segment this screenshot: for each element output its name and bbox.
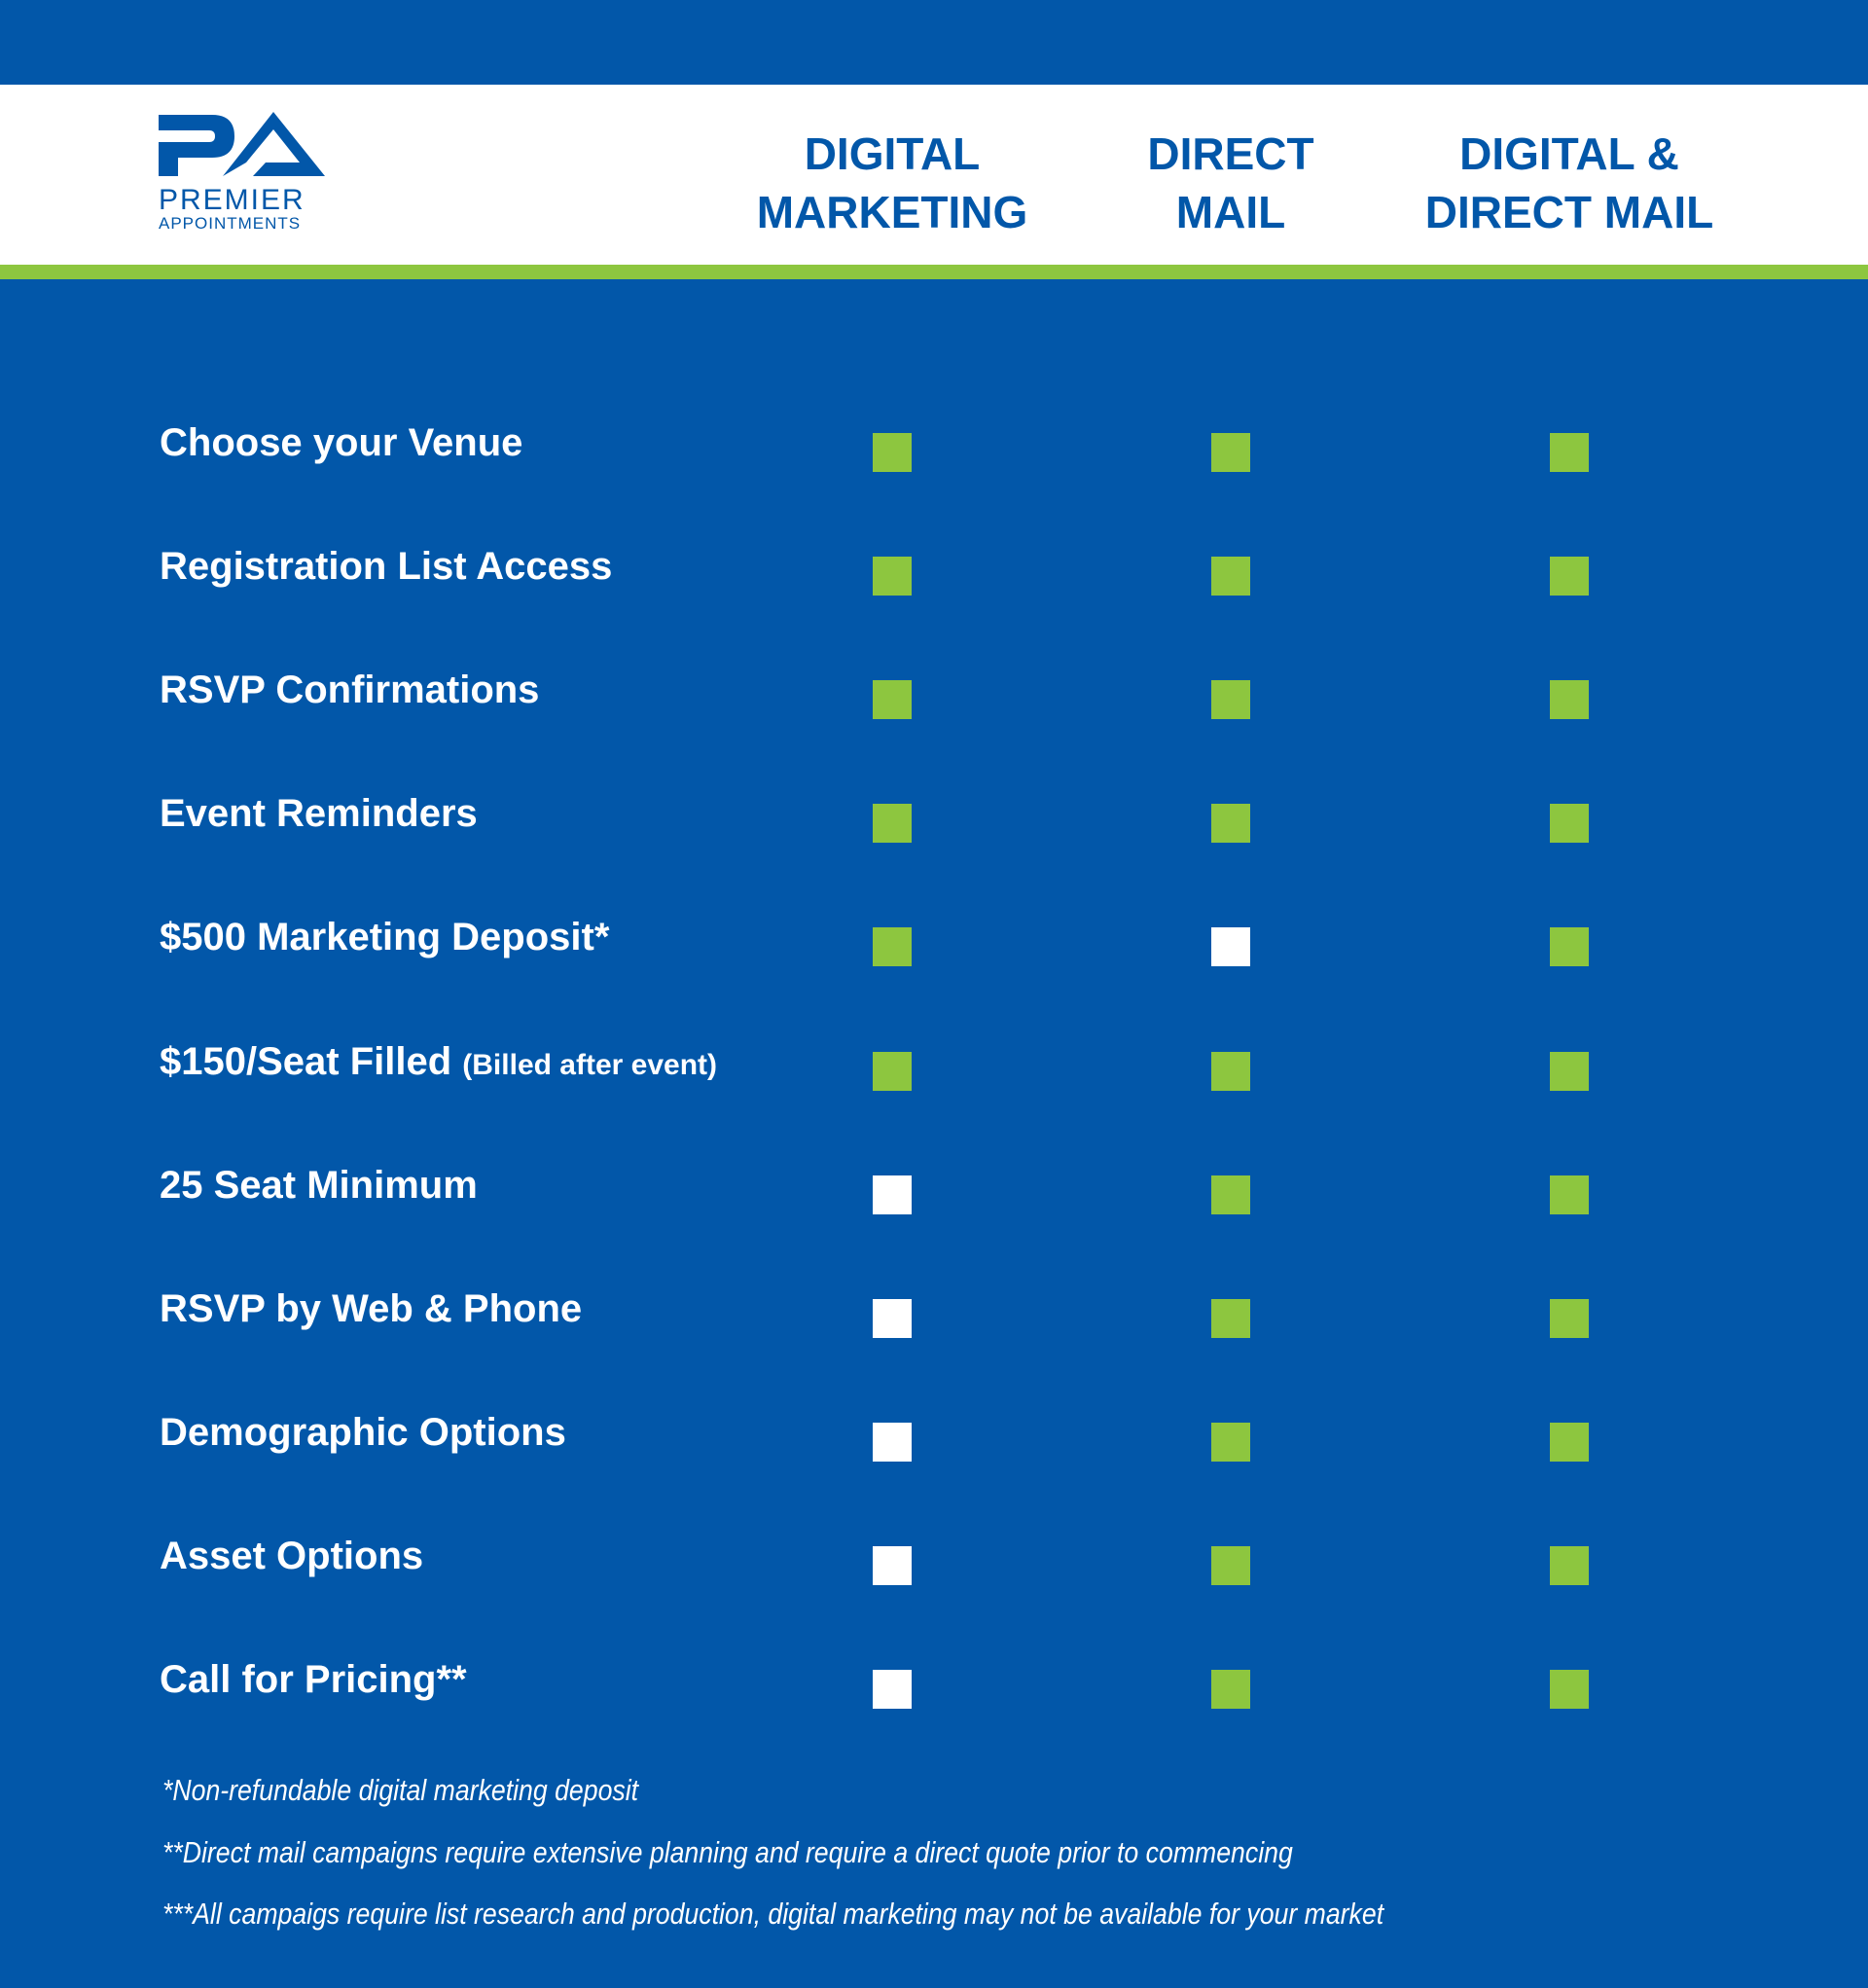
feature-row [0, 1161, 1868, 1219]
column-header-2 [1065, 125, 1396, 241]
included-square-icon [1550, 1670, 1589, 1709]
feature-note: (Billed after event) [462, 1048, 718, 1081]
included-square-icon [873, 1052, 912, 1091]
logo [159, 112, 326, 233]
column-header-line2: MARKETING [756, 187, 1028, 237]
included-square-icon [1211, 1175, 1250, 1214]
included-square-icon [1211, 557, 1250, 596]
not-included-square-icon [1211, 927, 1250, 966]
included-square-icon [1550, 1052, 1589, 1091]
column-header-3 [1404, 125, 1735, 241]
included-square-icon [873, 557, 912, 596]
included-square-icon [1211, 1423, 1250, 1462]
feature-label [160, 1037, 717, 1090]
column-header-1 [727, 125, 1058, 241]
feature-label [160, 1284, 582, 1333]
feature-label [160, 418, 522, 467]
included-square-icon [873, 680, 912, 719]
feature-row [0, 1655, 1868, 1714]
feature-name: $150/Seat Filled [160, 1039, 452, 1083]
included-square-icon [1550, 557, 1589, 596]
feature-row [0, 1532, 1868, 1590]
top-band [0, 0, 1868, 85]
feature-label [160, 1408, 566, 1457]
included-square-icon [873, 927, 912, 966]
included-square-icon [873, 804, 912, 843]
feature-name: Choose your Venue [160, 421, 523, 464]
logo-name-line2: APPOINTMENTS [159, 214, 302, 233]
included-square-icon [1211, 1546, 1250, 1585]
feature-row [0, 1408, 1868, 1466]
feature-label [160, 1532, 423, 1580]
feature-row [0, 418, 1868, 477]
feature-name: RSVP by Web & Phone [160, 1286, 583, 1330]
included-square-icon [873, 433, 912, 472]
not-included-square-icon [873, 1175, 912, 1214]
feature-row [0, 1037, 1868, 1096]
column-header-line2: DIRECT MAIL [1424, 187, 1714, 237]
included-square-icon [1211, 433, 1250, 472]
footnote: **Direct mail campaigns require extensive planning and require a direct quote prior to commencing [162, 1835, 1293, 1869]
included-square-icon [1550, 433, 1589, 472]
included-square-icon [1211, 1052, 1250, 1091]
feature-name: RSVP Confirmations [160, 669, 540, 712]
feature-row [0, 1284, 1868, 1343]
included-square-icon [1550, 680, 1589, 719]
feature-label [160, 913, 609, 961]
footnote: ***All campaigs require list research and production, digital marketing may not be available for your market [162, 1897, 1384, 1931]
included-square-icon [1550, 1546, 1589, 1585]
included-square-icon [1550, 1175, 1589, 1214]
not-included-square-icon [873, 1546, 912, 1585]
feature-name: Registration List Access [160, 545, 613, 589]
pa-logo-mark-icon [159, 112, 326, 178]
feature-label [160, 666, 539, 714]
feature-name: Call for Pricing** [160, 1658, 467, 1701]
feature-label [160, 1655, 467, 1704]
accent-divider [0, 265, 1868, 279]
footnote: *Non-refundable digital marketing deposit [162, 1773, 639, 1807]
included-square-icon [1211, 1299, 1250, 1338]
column-header-line2: MAIL [1175, 187, 1286, 237]
included-square-icon [1550, 1423, 1589, 1462]
included-square-icon [1550, 1299, 1589, 1338]
feature-name: 25 Seat Minimum [160, 1163, 478, 1207]
included-square-icon [1550, 927, 1589, 966]
feature-name: $500 Marketing Deposit* [160, 916, 610, 959]
included-square-icon [1211, 1670, 1250, 1709]
feature-label [160, 542, 612, 591]
logo-name-line1: PREMIER [159, 184, 305, 216]
column-header-line1: DIGITAL & [1459, 128, 1679, 179]
feature-label [160, 789, 478, 838]
included-square-icon [1211, 804, 1250, 843]
feature-name: Demographic Options [160, 1410, 566, 1454]
included-square-icon [1550, 804, 1589, 843]
feature-name: Asset Options [160, 1534, 424, 1577]
feature-row [0, 542, 1868, 600]
feature-name: Event Reminders [160, 792, 478, 836]
not-included-square-icon [873, 1670, 912, 1709]
feature-row [0, 666, 1868, 724]
column-header-line1: DIGITAL [804, 128, 981, 179]
not-included-square-icon [873, 1423, 912, 1462]
feature-label [160, 1161, 478, 1210]
not-included-square-icon [873, 1299, 912, 1338]
included-square-icon [1211, 680, 1250, 719]
feature-row [0, 913, 1868, 971]
feature-row [0, 789, 1868, 848]
column-header-line1: DIRECT [1147, 128, 1314, 179]
